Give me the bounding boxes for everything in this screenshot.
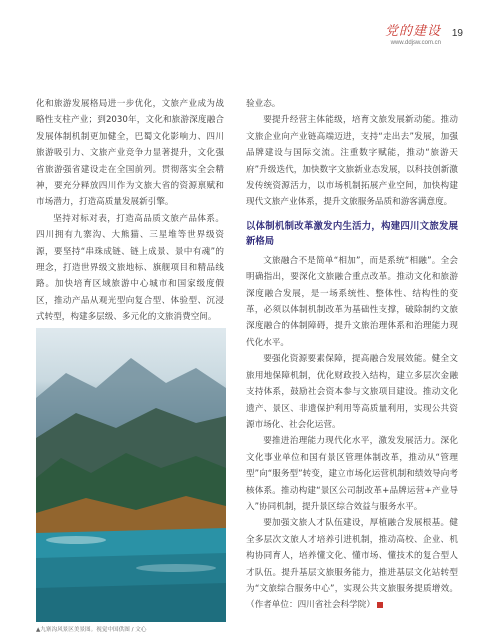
photo-caption: ▲九寨沟风景区美景图。视觉中国供图 / 文心	[36, 627, 147, 633]
end-mark-icon	[377, 602, 383, 608]
logo-url: www.ddjsw.com.cn	[390, 40, 441, 46]
paragraph: 化和旅游发展格局进一步优化，文旅产业成为战略性支柱产业；到2030年，文化和旅游深度融合发展体制机制更加健全，巴蜀文化影响力、四川旅游吸引力、文旅产业竞争力显著提升，文化强省旅游强省建设走在全国前列。贯彻落实全会精神，要充分释放四川作为文旅大省的资源禀赋和市场潜力，打造高质量发展新引擎。	[36, 99, 224, 208]
section-heading: 以体制机制改革激发内生活力，构建四川文旅发展新格局	[246, 220, 458, 247]
landscape-illustration	[36, 328, 226, 622]
paragraph: 文旅融合不是简单“相加”，而是系统“相融”。全会明确指出，要深化文旅融合重点改革。推动文化和旅游深度融合发展，是一场系统性、整体性、结构性的变革，必须以体制机制改革为基础性支撑，破除制约文旅深度融合的体制障碍，提升文旅治理体系和治理能力现代化水平。	[246, 255, 458, 348]
paragraph: 要推进治理能力现代化水平，激发发展活力。深化文化事业单位和国有景区管理体制改革，推动从“管理型”向“服务型”转变，建立市场化运营机制和绩效导向考核体系。推动构建“景区公司制改革+品牌运营+产业导入”协同机制，提升景区综合效益与服务水平。	[246, 436, 458, 512]
logo-text: 党的建设	[384, 24, 441, 39]
paragraph: 要提升经营主体能级，培育文旅发展新动能。推动文旅企业向产业链高端迈进，支持“走出去”发展，加强品牌建设与国际交流。注重数字赋能，推动“旅游天府”升级迭代，加快数字文旅新业态发展，以科技创新激发传统资源活力，以市场机制拓展产业空间，加快构建现代文旅产业体系，提升文旅服务品质和游客满意度。	[246, 115, 458, 208]
page-number: 19	[451, 28, 463, 39]
paragraph: 坚持对标对表，打造高品质文旅产品体系。四川拥有九寨沟、大熊猫、三星堆等世界级资源，要坚持“串珠成链、链上成景、景中有魂”的理念，打造世界级文旅地标、旗舰项目和精品线路。加快培育区域旅游中心城市和国家级度假区，推动产品从观光型向复合型、体验型、沉浸式转型，构建多层级、多元化的文旅消费空间。	[36, 213, 224, 323]
page-header	[0, 0, 485, 58]
paragraph: 验业态。	[246, 99, 281, 109]
paragraph: 要强化资源要素保障，提高融合发展效能。健全文旅用地保障机制，优化财政投入结构，建立多层次金融支持体系，鼓励社会资本参与文旅项目建设。推动文化遗产、景区、非遗保护利用等高质量利用，实现公共资源市场化、社会化运营。	[246, 354, 458, 430]
paragraph	[246, 515, 458, 613]
closing-paragraph-text: 要加强文旅人才队伍建设，厚植融合发展根基。健全多层次文旅人才培养引进机制，推动高校、企业、机构协同育人，培养懂文化、懂市场、懂技术的复合型人才队伍。提升基层文旅服务能力，推进基层文化站转型为“文旅综合服务中心”，实现公共文旅服务提质增效。（作者单位：四川省社会科学院）	[246, 518, 458, 611]
jiuzhaigou-photo	[36, 328, 226, 622]
right-column	[246, 96, 458, 614]
magazine-logo	[385, 20, 441, 46]
